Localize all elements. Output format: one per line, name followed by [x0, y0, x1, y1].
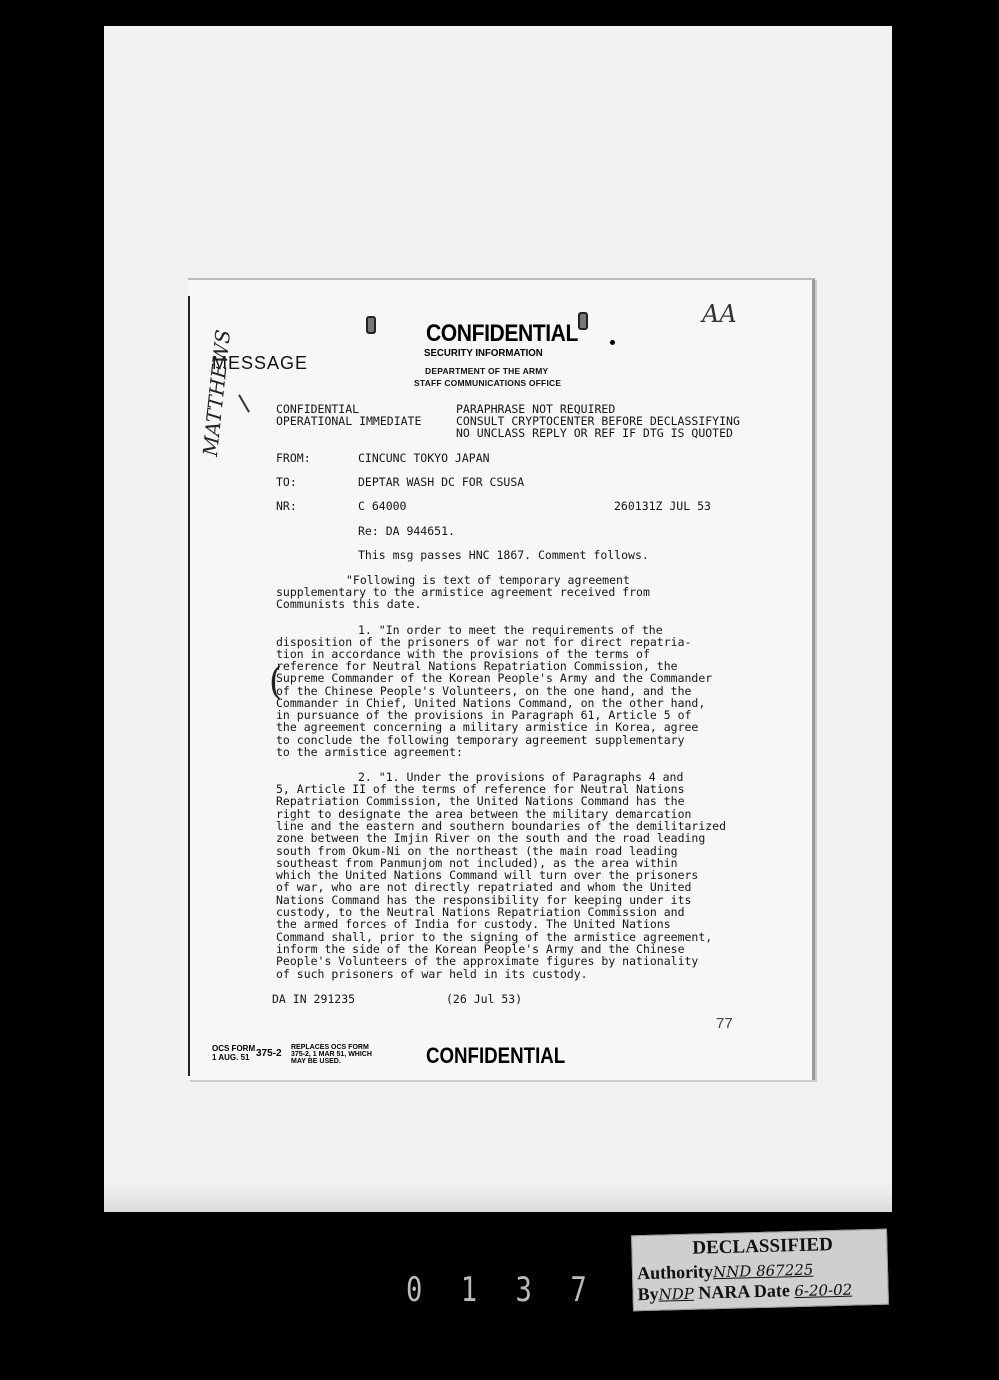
da-in-date: (26 Jul 53) [446, 992, 523, 1006]
intro-line: This msg passes HNC 1867. Comment follows. [358, 548, 649, 562]
para2-line: south from Okum-Ni on the northeast (the main road leading [276, 844, 678, 858]
para1-line: reference for Neutral Nations Repatriation Commission, the [276, 659, 678, 673]
quote-line: "Following is text of temporary agreement [346, 573, 630, 587]
handling-note-3: NO UNCLASS REPLY OR REF IF DTG IS QUOTED [456, 426, 733, 440]
punch-hole-right-icon [578, 312, 588, 330]
para1-line: disposition of the prisoners of war not for direct repatria- [276, 635, 692, 649]
from-label: FROM: [276, 451, 311, 465]
nr-value: C 64000 [358, 499, 407, 513]
para2-line: Nations Command has the responsibility for keeping under its [276, 893, 692, 907]
para2-line: People's Volunteers of the approximate figures by nationality [276, 954, 699, 968]
quote-line: Communists this date. [276, 597, 422, 611]
form-number: 375-2 [256, 1048, 282, 1059]
declassified-stamp [631, 1229, 889, 1312]
from-value: CINCUNC TOKYO JAPAN [358, 451, 490, 465]
microfilm-frame-number: 0137 [406, 1270, 626, 1310]
handwritten-initials: AA [702, 300, 737, 328]
para2-line: right to designate the area between the military demarcation [276, 807, 692, 821]
punch-hole-left-icon [366, 316, 376, 334]
para1-line: to the armistice agreement: [276, 745, 463, 759]
para2-line: of war, who are not directly repatriated and whom the United [276, 880, 692, 894]
para2-line: custody, to the Neutral Nations Repatriation Commission and [276, 905, 685, 919]
para2-line: of such prisoners of war held in its custody. [276, 967, 588, 981]
form-id-date: 1 AUG. 51 [212, 1053, 250, 1062]
para1-line: the agreement concerning a military armistice in Korea, agree [276, 720, 699, 734]
para1-line: in pursuance of the provisions in Paragraph 61, Article 5 of [276, 708, 692, 722]
nr-label: NR: [276, 499, 297, 513]
department-name: DEPARTMENT OF THE ARMY [425, 366, 549, 376]
para2-line: 2. "1. Under the provisions of Paragraphs 4 and [358, 770, 684, 784]
para2-line: which the United Nations Command will turn over the prisoners [276, 868, 699, 882]
para2-line: southeast from Panmunjom not included), as the area within [276, 856, 678, 870]
ink-dot [610, 340, 615, 345]
replaces-note: REPLACES OCS FORM 375-2, 1 MAR 51, WHICH MAY BE USED. [291, 1044, 372, 1065]
message-form-label: MESSAGE [212, 353, 309, 373]
to-label: TO: [276, 475, 297, 489]
para2-line: the armed forces of India for custody. The United Nations [276, 917, 671, 931]
to-value: DEPTAR WASH DC FOR CSUSA [358, 475, 525, 489]
para1-line: Commander in Chief, United Nations Command, on the other hand, [276, 696, 706, 710]
classification-left-1: CONFIDENTIAL [276, 402, 360, 416]
para2-line: zone between the Imjin River on the south and the road leading [276, 831, 706, 845]
office-name: STAFF COMMUNICATIONS OFFICE [414, 378, 562, 388]
form-edge [188, 296, 190, 1076]
para2-line: line and the eastern and southern boundaries of the demilitarized [276, 819, 727, 833]
margin-bracket: ( [269, 660, 283, 704]
header-security-info: SECURITY INFORMATION [424, 347, 543, 359]
footer-classification: CONFIDENTIAL [426, 1043, 566, 1068]
date-time-group: 260131Z JUL 53 [614, 499, 711, 513]
para1-line: to conclude the following temporary agreement supplementary [276, 733, 685, 747]
header-classification: CONFIDENTIAL [426, 320, 578, 347]
classification-left-2: OPERATIONAL IMMEDIATE [276, 414, 422, 428]
stamp-by: ByNDP NARA Date 6-20-02 [637, 1280, 853, 1305]
quote-line: supplementary to the armistice agreement received from [276, 585, 650, 599]
para2-line: 5, Article II of the terms of reference for Neutral Nations [276, 782, 685, 796]
para2-line: inform the side of the Korean People's Army and the Chinese [276, 942, 685, 956]
stamp-title: DECLASSIFIED [692, 1234, 834, 1259]
para2-line: Repatriation Commission, the United Nations Command has the [276, 794, 685, 808]
para1-line: of the Chinese People's Volunteers, on the one hand, and the [276, 684, 692, 698]
para1-line: Supreme Commander of the Korean People's Army and the Commander [276, 671, 713, 685]
stamp-authority: AuthorityNND 867225 [636, 1260, 814, 1284]
para1-line: tion in accordance with the provisions of the terms of [276, 647, 650, 661]
form-id [212, 1044, 255, 1062]
form-id-line: OCS FORM [212, 1044, 256, 1053]
reference: Re: DA 944651. [358, 524, 455, 538]
handwritten-name: MATTHEWS [198, 328, 236, 458]
para1-line: 1. "In order to meet the requirements of the [358, 623, 663, 637]
handling-note-1: PARAPHRASE NOT REQUIRED [456, 402, 616, 416]
handling-note-2: CONSULT CRYPTOCENTER BEFORE DECLASSIFYING [456, 414, 740, 428]
da-in-number: DA IN 291235 [272, 992, 356, 1006]
para2-line: Command shall, prior to the signing of the armistice agreement, [276, 930, 713, 944]
page-number: 77 [716, 1015, 733, 1032]
